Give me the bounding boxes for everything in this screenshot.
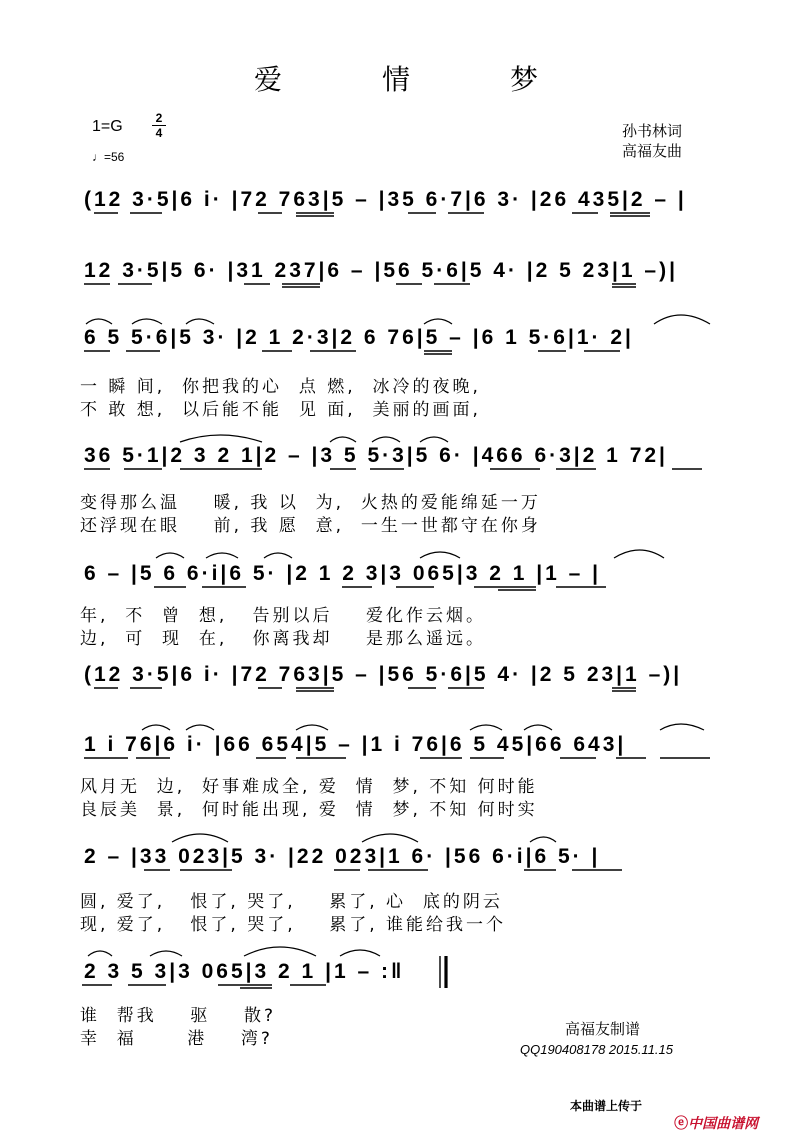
slur-mark bbox=[86, 319, 112, 324]
score-line-9-lyric-1: 谁 帮我 驱 散? bbox=[80, 1006, 277, 1026]
slur-mark bbox=[264, 553, 292, 558]
slur-mark bbox=[244, 947, 316, 956]
score-line-4-notes: 36 5·1|2 3 2 1|2 – |3 5 5·3|5 6· |466 6·3|2 1 72| bbox=[84, 444, 668, 467]
score-line-5-lyric-2: 边, 可 现 在, 你离我却 是那么遥远。 bbox=[80, 629, 487, 649]
slur-mark bbox=[172, 834, 228, 842]
score-line-8-notes: 2 – |33 023|5 3· |22 023|1 6· |56 6·i|6 5· | bbox=[84, 845, 601, 868]
lyricist-credit: 孙书林词 bbox=[622, 122, 683, 140]
score-line-6-notes: (12 3·5|6 i· |72 763|5 – |56 5·6|5 4· |2 5 23|1 –)| bbox=[84, 663, 683, 686]
score-line-8-lyric-1: 圆, 爱了, 恨了, 哭了, 累了, 心 底的阴云 bbox=[80, 892, 503, 912]
key-signature: 1=G bbox=[92, 118, 123, 135]
score-line-7-notes: 1 i 76|6 i· |66 654|5 – |1 i 76|6 5 45|66 643| bbox=[84, 733, 627, 756]
slur-mark bbox=[88, 951, 112, 956]
slur-mark bbox=[206, 553, 238, 558]
tempo-marking: ♩=56 bbox=[92, 150, 125, 164]
time-signature-bottom: 4 bbox=[155, 126, 163, 140]
time-signature-top: 2 bbox=[155, 111, 163, 125]
slur-mark bbox=[654, 315, 710, 324]
score-line-4-lyric-1: 变得那么温 暖, 我 以 为, 火热的爱能绵延一万 bbox=[80, 493, 541, 513]
footer-text: 本曲谱上传于 bbox=[570, 1099, 643, 1113]
slur-mark bbox=[372, 437, 400, 442]
score-line-8-lyric-2: 现, 爱了, 恨了, 哭了, 累了, 谁能给我一个 bbox=[80, 915, 507, 935]
score-line-1-notes: (12 3·5|6 i· |72 763|5 – |35 6·7|6 3· |26 435|2 – | bbox=[84, 188, 687, 211]
slur-mark bbox=[180, 435, 262, 442]
slur-mark bbox=[362, 834, 418, 842]
score-line-7-lyric-1: 风月无 边, 好事难成全, 爱 情 梦, 不知 何时能 bbox=[80, 777, 538, 797]
arranger-signature: 高福友制谱 bbox=[565, 1020, 641, 1038]
score-line-4-lyric-2: 还浮现在眼 前, 我 愿 意, 一生一世都守在你身 bbox=[80, 516, 541, 536]
slur-mark bbox=[186, 319, 214, 324]
slur-mark bbox=[330, 437, 356, 442]
score-line-5-notes: 6 – |5 6 6·i|6 5· |2 1 2 3|3 065|3 2 1 |1 – | bbox=[84, 562, 602, 585]
score-line-7-lyric-2: 良辰美 景, 何时能出现, 爱 情 梦, 不知 何时实 bbox=[80, 800, 538, 820]
slur-mark bbox=[420, 552, 460, 558]
slur-mark bbox=[614, 550, 664, 558]
slur-mark bbox=[530, 837, 556, 842]
score-line-3-notes: 6 5 5·6|5 3· |2 1 2·3|2 6 76|5 – |6 1 5·6|1· 2| bbox=[84, 326, 634, 349]
score-line-3-lyric-1: 一 瞬 间, 你把我的心 点 燃, 冰冷的夜晚, bbox=[80, 377, 481, 397]
slur-mark bbox=[186, 725, 214, 730]
composer-credit: 高福友曲 bbox=[622, 142, 683, 160]
slur-mark bbox=[420, 437, 448, 442]
logo-e-icon: ⓔ bbox=[674, 1116, 689, 1132]
slur-mark bbox=[150, 951, 182, 956]
slur-mark bbox=[424, 319, 452, 324]
slur-mark bbox=[296, 725, 328, 730]
slur-mark bbox=[470, 725, 502, 730]
slur-mark bbox=[142, 725, 170, 730]
score-line-2-notes: 12 3·5|5 6· |31 237|6 – |56 5·6|5 4· |2 5 23|1 –)| bbox=[84, 259, 678, 282]
logo-text: 中国曲谱网 bbox=[688, 1116, 759, 1132]
arranger-contact: QQ190408178 2015.11.15 bbox=[520, 1042, 674, 1057]
slur-mark bbox=[156, 553, 184, 558]
slur-mark bbox=[132, 319, 162, 324]
score-line-9-lyric-2: 幸 福 港 湾? bbox=[80, 1029, 273, 1049]
page-title: 爱 情 梦 bbox=[253, 63, 574, 96]
slur-mark bbox=[340, 950, 380, 956]
score-line-9-notes: 2 3 5 3|3 065|3 2 1 |1 – :‖ bbox=[84, 960, 405, 983]
score-line-3-lyric-2: 不 敢 想, 以后能不能 见 面, 美丽的画面, bbox=[80, 400, 481, 420]
slur-mark bbox=[660, 724, 704, 730]
score-line-5-lyric-1: 年, 不 曾 想, 告别以后 爱化作云烟。 bbox=[80, 606, 487, 626]
slur-mark bbox=[524, 725, 552, 730]
